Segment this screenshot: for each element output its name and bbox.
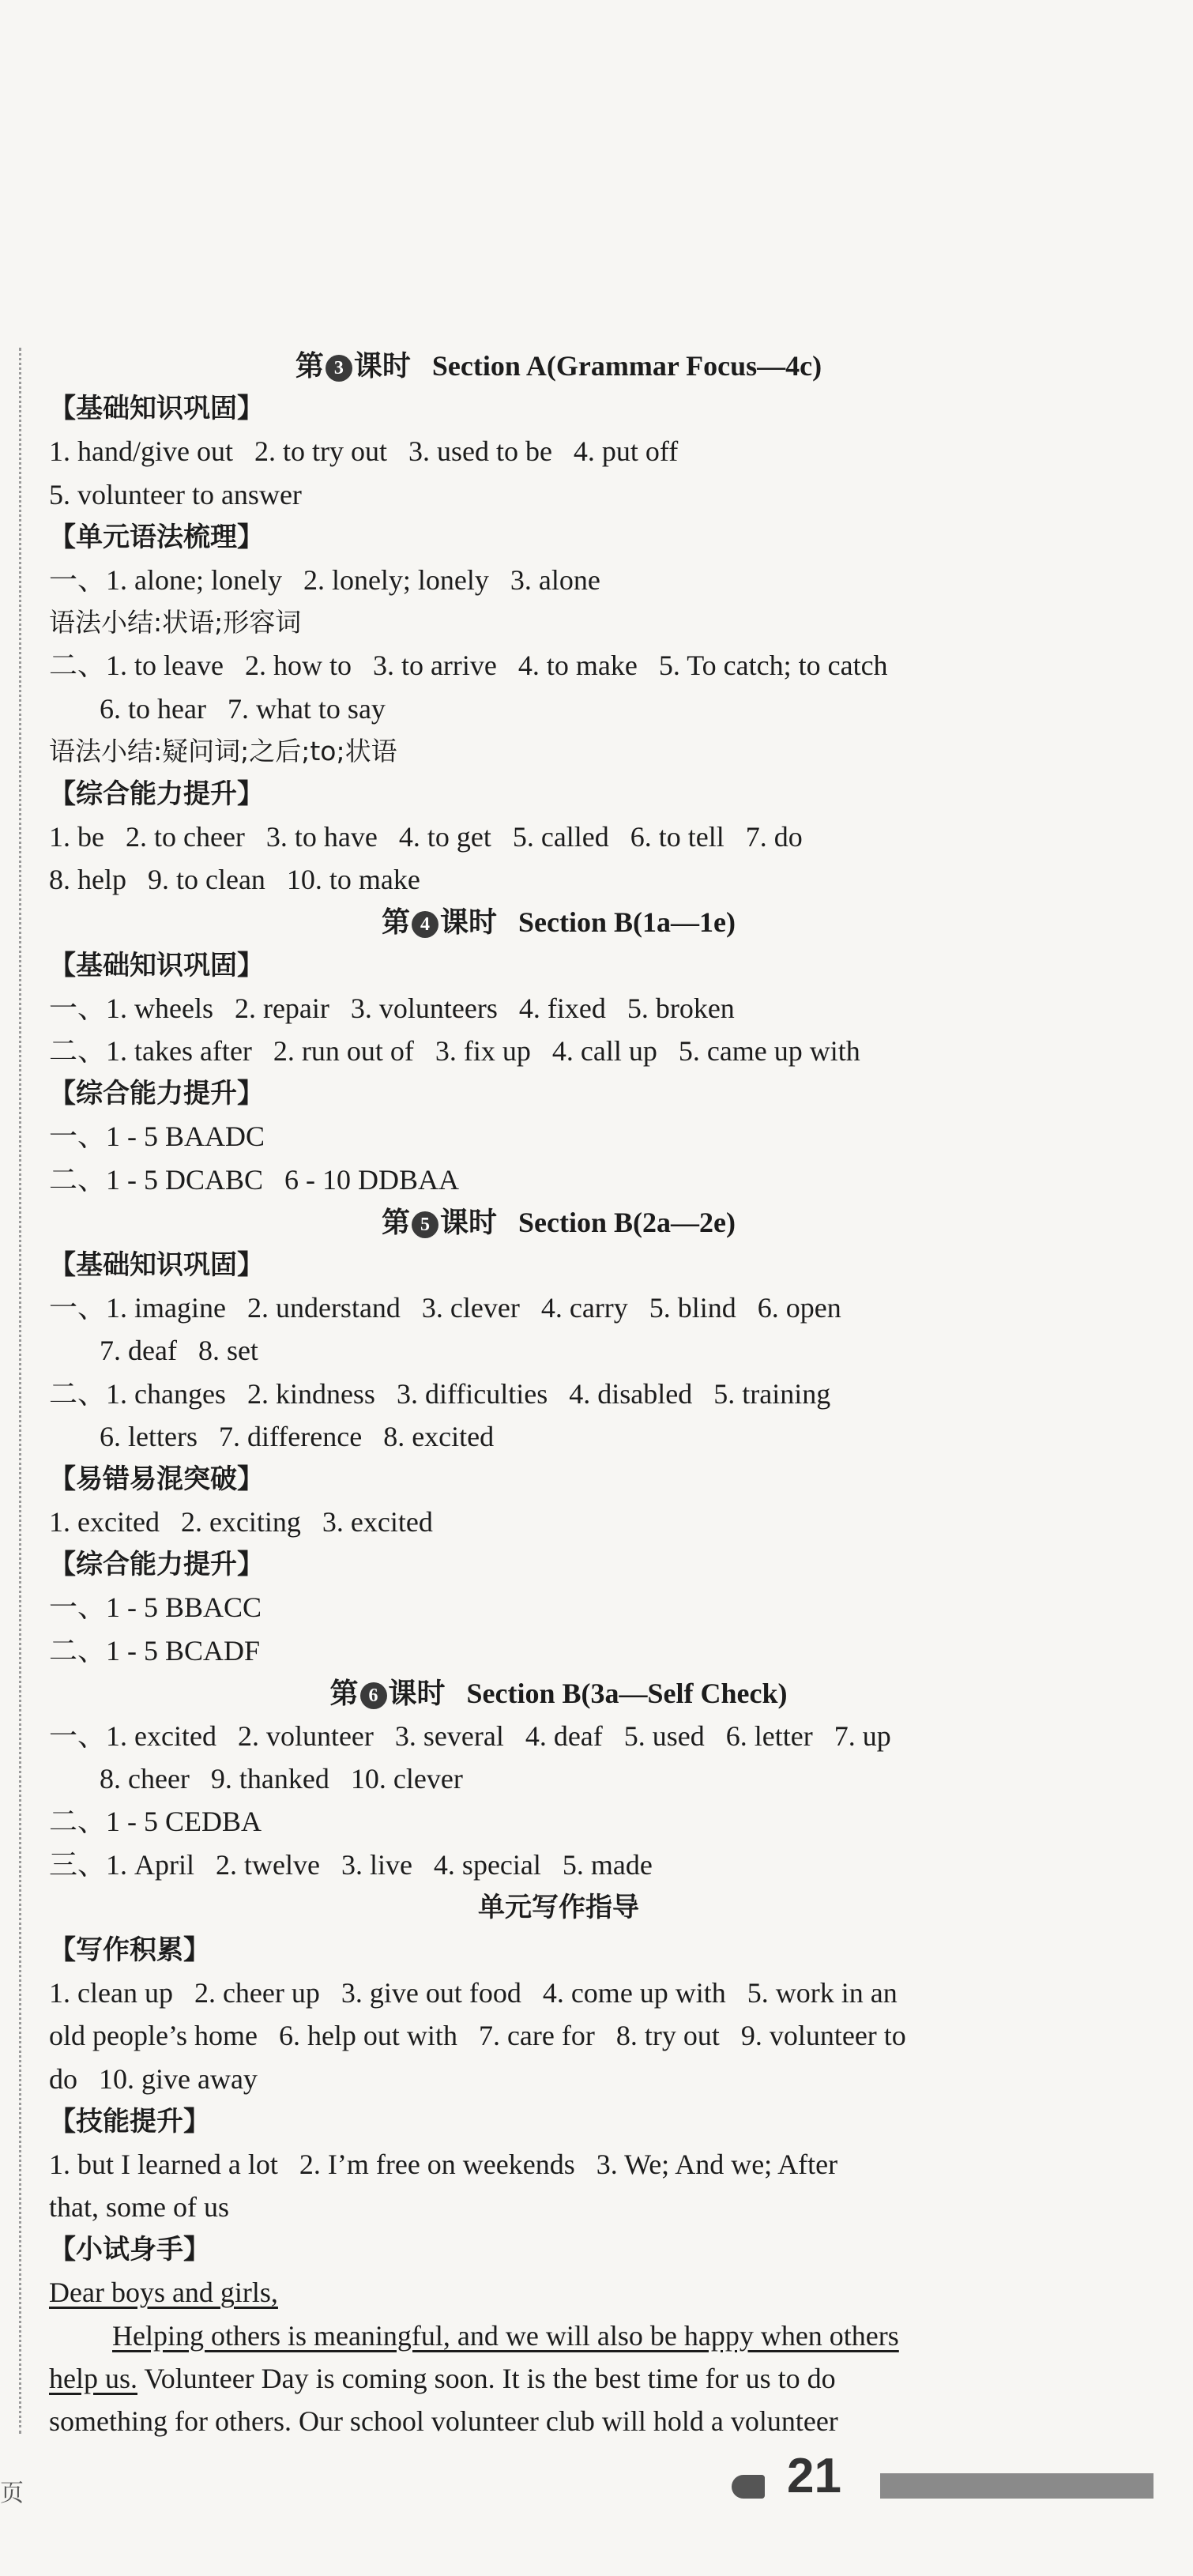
answer-line: 6. letters 7. difference 8. excited (100, 1420, 495, 1452)
answer-line: 1. be 2. to cheer 3. to have 4. to get 5. called 6. to tell 7. do (49, 821, 803, 853)
section-header: 【技能提升】 (49, 2105, 210, 2137)
section-header: 【写作积累】 (49, 1934, 210, 1966)
left-dotted-rule (19, 348, 21, 2434)
answer-line: 二、1 - 5 BCADF (49, 1634, 261, 1666)
answer-line: 一、1 - 5 BBACC (49, 1591, 262, 1624)
answer-line: 二、1 - 5 CEDBA (49, 1806, 262, 1838)
answer-line: old people’s home 6. help out with 7. care for 8. try out 9. volunteer to (49, 2020, 906, 2052)
answer-line: 1. hand/give out 2. to try out 3. used to be 4. put off (49, 435, 679, 468)
answer-line: 二、1. takes after 2. run out of 3. fix up 4. call up 5. came up with (49, 1035, 860, 1067)
answer-line: 7. deaf 8. set (100, 1335, 258, 1367)
section-header: 【基础知识巩固】 (49, 393, 264, 425)
answer-line: do 10. give away (49, 2062, 258, 2095)
section-header: 【基础知识巩固】 (49, 1248, 264, 1281)
answer-line: 二、1. to leave 2. how to 3. to arrive 4. to make 5. To catch; to catch (49, 650, 888, 682)
answer-content (49, 345, 1068, 2442)
page-marker-shape (732, 2475, 765, 2499)
section-header: 【综合能力提升】 (49, 1549, 264, 1581)
writing-guide-title: 单元写作指导 (478, 1891, 639, 1923)
answer-line: 一、1 - 5 BAADC (49, 1120, 265, 1153)
grammar-summary: 语法小结:状语;形容词 (49, 607, 302, 638)
section-header: 【易错易混突破】 (49, 1463, 264, 1495)
letter-line: help us. Volunteer Day is coming soon. It is the best time for us to do (49, 2362, 836, 2394)
answer-line: 1. but I learned a lot 2. I’m free on weekends 3. We; And we; After (49, 2148, 838, 2180)
lesson-number-badge: 4 (412, 911, 438, 938)
answer-line: 6. to hear 7. what to say (100, 692, 386, 725)
lesson-number-badge: 3 (326, 355, 352, 382)
lesson-number-badge: 6 (360, 1682, 387, 1709)
answer-line: that, some of us (49, 2191, 229, 2224)
section-header: 【小试身手】 (49, 2234, 210, 2266)
footer-left-text: 页 (0, 2480, 24, 2507)
section-header: 【基础知识巩固】 (49, 949, 264, 981)
answer-line: 8. help 9. to clean 10. to make (49, 864, 420, 896)
answer-line: 8. cheer 9. thanked 10. clever (100, 1763, 463, 1795)
section-header: 【单元语法梳理】 (49, 521, 264, 553)
answer-line: 一、1. alone; lonely 2. lonely; lonely 3. alone (49, 563, 600, 596)
lesson-4-title: 第 4 课时 Section B(1a—1e) (382, 906, 736, 939)
answer-line: 三、1. April 2. twelve 3. live 4. special 5. made (49, 1848, 653, 1881)
letter-line: Helping others is meaningful, and we will also be happy when others (112, 2319, 899, 2352)
grammar-summary: 语法小结:疑问词;之后;to;状语 (49, 735, 397, 766)
answer-line: 5. volunteer to answer (49, 478, 302, 510)
answer-line: 二、1. changes 2. kindness 3. difficulties 4. disabled 5. training (49, 1377, 831, 1410)
lesson-6-title: 第 6 课时 Section B(3a—Self Check) (329, 1677, 788, 1709)
answer-line: 一、1. excited 2. volunteer 3. several 4. deaf 5. used 6. letter 7. up (49, 1720, 891, 1752)
answer-line: 一、1. wheels 2. repair 3. volunteers 4. fixed 5. broken (49, 992, 735, 1024)
letter-salutation: Dear boys and girls, (49, 2277, 278, 2309)
answer-line: 二、1 - 5 DCABC 6 - 10 DDBAA (49, 1163, 460, 1196)
lesson-5-title: 第 5 课时 Section B(2a—2e) (382, 1206, 736, 1238)
letter-line: something for others. Our school volunteer club will hold a volunteer (49, 2405, 838, 2437)
section-header: 【综合能力提升】 (49, 1078, 264, 1110)
answer-line: 1. clean up 2. cheer up 3. give out food 4. come up with 5. work in an (49, 1977, 898, 2009)
section-header: 【综合能力提升】 (49, 778, 264, 810)
page-bar (880, 2473, 1153, 2499)
answer-line: 1. excited 2. exciting 3. excited (49, 1506, 433, 1538)
answer-line: 一、1. imagine 2. understand 3. clever 4. carry 5. blind 6. open (49, 1292, 841, 1324)
lesson-3-title: 第 3 课时 Section A(Grammar Focus—4c) (295, 350, 822, 382)
lesson-number-badge: 5 (412, 1211, 438, 1238)
page-number: 21 (787, 2449, 841, 2503)
